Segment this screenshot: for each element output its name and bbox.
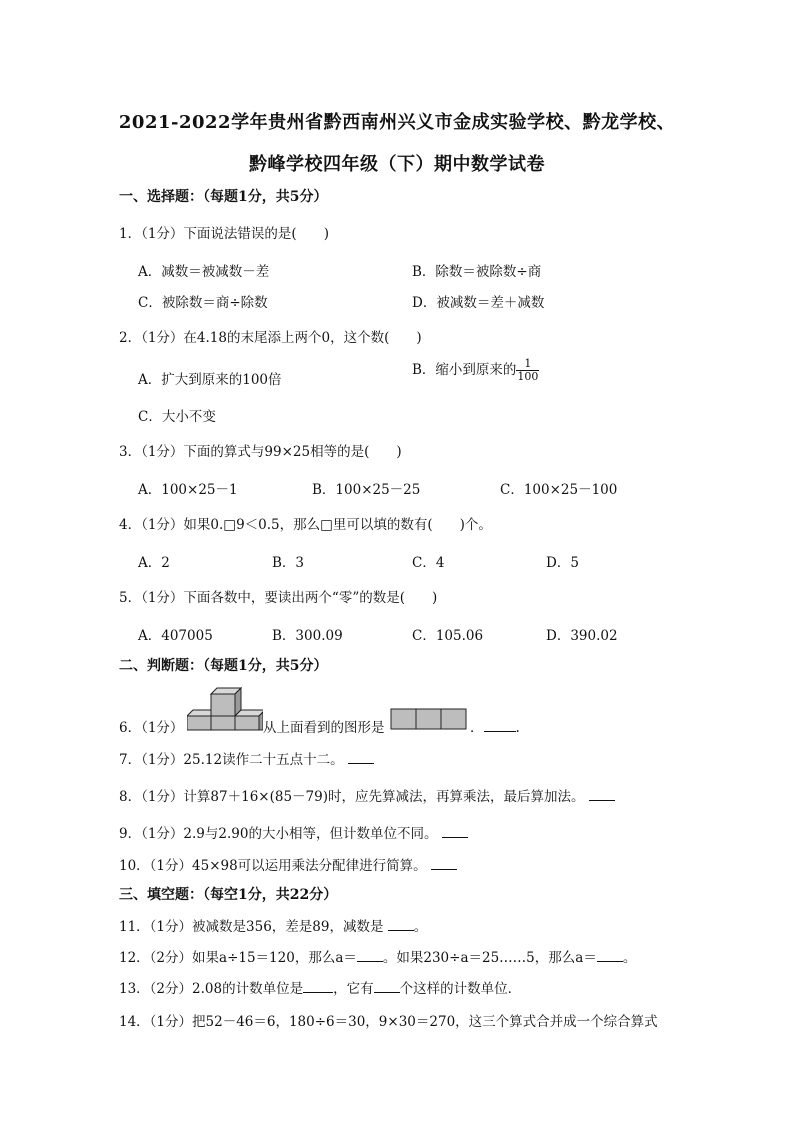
question-4: 4．（1分）如果0.□9＜0.5，那么□里可以填的数有( )个。: [119, 517, 492, 533]
question-13: [119, 977, 521, 997]
question-8: [119, 785, 615, 805]
q6-label: 6．（1分）: [119, 720, 184, 736]
q13-blank-1[interactable]: [303, 980, 333, 993]
question-12: [119, 946, 636, 966]
q7-text: 7．（1分）25.12读作二十五点十二。: [119, 752, 344, 768]
q2-fraction: [516, 358, 539, 383]
q13-part3: 个这样的计数单位．: [399, 981, 522, 997]
question-3: 3．（1分）下面的算式与99×25相等的是( ): [119, 444, 402, 460]
q6-answer-line: ． .: [470, 720, 520, 736]
q1-option-a: A．减数＝被减数－差: [138, 264, 270, 280]
q10-blank[interactable]: [431, 857, 457, 870]
question-5: 5．（1分）下面各数中，要读出两个“零”的数是( ): [119, 590, 438, 606]
q12-part2: 。如果230÷a＝25……5，那么a＝: [382, 950, 597, 966]
q13-blank-2[interactable]: [374, 980, 400, 993]
cube-stack-figure: [187, 686, 263, 732]
q12-part3: 。: [622, 950, 637, 966]
question-9: [119, 822, 468, 842]
exam-title-line2: 黔峰学校四年级（下）期中数学试卷: [249, 154, 545, 175]
q6-blank[interactable]: [484, 719, 516, 732]
q2-option-b-text: B．缩小到原来的: [412, 362, 517, 378]
q5-option-a: A．407005: [138, 628, 213, 644]
top-view-figure: [390, 708, 468, 730]
section-heading-judge: 二、判断题：（每题1分，共5分）: [119, 658, 328, 674]
q9-blank[interactable]: [442, 825, 468, 838]
q2-option-a: A．扩大到原来的100倍: [138, 372, 282, 388]
q4-option-c: C．4: [412, 555, 445, 571]
question-7: [119, 748, 374, 768]
q2-fraction-numerator: 1: [516, 358, 539, 371]
question-10: [119, 854, 457, 874]
q11-text: 11．（1分）被减数是356，差是89，减数是: [119, 919, 384, 935]
question-1: 1．（1分）下面说法错误的是( ): [119, 226, 329, 242]
section-heading-choice: 一、选择题：（每题1分，共5分）: [119, 189, 328, 205]
q1-option-c: C．被除数＝商÷除数: [138, 295, 268, 311]
question-2: 2．（1分）在4.18的末尾添上两个0，这个数( ): [119, 330, 422, 346]
q4-option-b: B．3: [272, 555, 305, 571]
q2-option-b: [412, 358, 539, 383]
section-heading-fill: 三、填空题：（每空1分，共22分）: [119, 887, 338, 903]
q6-end-text: ．: [470, 720, 484, 736]
q7-blank[interactable]: [348, 751, 374, 764]
q12-part1: 12．（2分）如果a÷15＝120，那么a＝: [119, 950, 357, 966]
q4-option-a: A．2: [138, 555, 170, 571]
q3-option-b: B．100×25－25: [312, 482, 421, 498]
q4-option-d: D．5: [546, 555, 579, 571]
q12-blank-1[interactable]: [357, 949, 383, 962]
q1-option-b: B．除数＝被除数÷商: [412, 264, 542, 280]
q3-option-c: C．100×25－100: [500, 482, 618, 498]
q5-option-d: D．390.02: [546, 628, 618, 644]
exam-title-line1: 2021-2022学年贵州省黔西南州兴义市金成实验学校、黔龙学校、: [118, 112, 676, 133]
q13-part1: 13．（2分）2.08的计数单位是: [119, 981, 304, 997]
q11-end: 。: [413, 919, 428, 935]
q2-fraction-denominator: 100: [517, 370, 539, 383]
q11-blank[interactable]: [388, 918, 414, 931]
q2-option-c: C．大小不变: [138, 409, 216, 425]
q5-option-c: C．105.06: [412, 628, 484, 644]
q10-text: 10．（1分）45×98可以运用乘法分配律进行简算。: [119, 858, 427, 874]
q8-text: 8．（1分）计算87＋16×(85－79)时，应先算减法，再算乘法，最后算加法。: [119, 789, 585, 805]
q3-option-a: A．100×25－1: [138, 482, 238, 498]
question-11: [119, 915, 427, 935]
q12-blank-2[interactable]: [597, 949, 623, 962]
q5-option-b: B．300.09: [272, 628, 343, 644]
q13-part2: ，它有: [333, 981, 374, 997]
q1-option-d: D．被减数＝差＋减数: [412, 295, 545, 311]
q6-mid-text: 从上面看到的图形是: [263, 720, 385, 736]
q9-text: 9．（1分）2.9与2.90的大小相等，但计数单位不同。: [119, 826, 438, 842]
q8-blank[interactable]: [589, 788, 615, 801]
question-14: 14．（1分）把52－46＝6，180÷6＝30，9×30＝270，这三个算式合并成一个综合算式: [119, 1014, 658, 1030]
